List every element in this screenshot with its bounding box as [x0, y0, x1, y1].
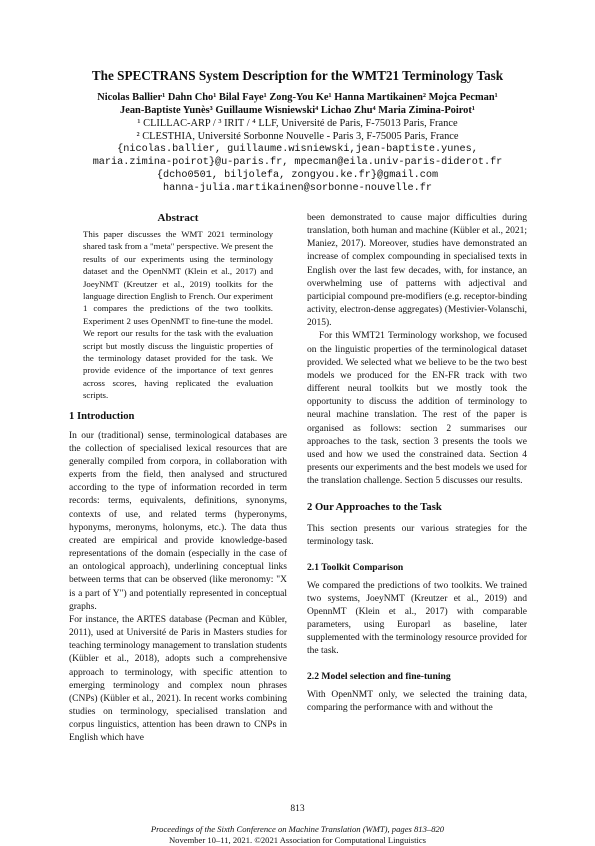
- footer-date: November 10–11, 2021. ©2021 Association for Computational Linguistics: [168, 835, 427, 845]
- section-2-text: This section presents our various strategies for the terminology task.: [307, 524, 527, 548]
- email-line-4: hanna-julia.martikainen@sorbonne-nouvelle.fr: [163, 183, 432, 194]
- abstract-text: This paper discusses the WMT 2021 terminology shared task from a "meta" perspective. We present the results of our experiments using the terminology dataset and the OpenNMT (Klein et al., 2017) and JoeyNMT (Kreutzer et al., 2019) toolkits for the language direction English to French. Our experiment 1 compares the predictions of the two toolkits. Experiment 2 uses OpenNMT to fine-tune the model. We report our results for the task with the evaluation script but mostly discuss the linguistic properties of the terminology dataset provided for the task. We provide evidence of the importance of text genres across scores, having replicated the evaluation scripts.: [83, 229, 273, 401]
- section-2-heading: 2 Our Approaches to the Task: [307, 502, 442, 514]
- section-2-1-heading: 2.1 Toolkit Comparison: [307, 561, 404, 573]
- section-2-2-text: With OpenNMT only, we selected the training data, comparing the performance with and without the: [307, 689, 527, 713]
- author-line-1: Nicolas Ballier¹ Dahn Cho¹ Bilal Faye¹ Zong-You Ke¹ Hanna Martikainen² Mojca Pecman¹: [97, 92, 498, 103]
- section-2-1-text: We compared the predictions of two toolkits. We trained two systems, JoeyNMT (Kreutzer et al., 2019) and OpennMT (Klein et al., 2017) with comparable parameters, using Europarl as baseline, later supplemented with the terminology resource provided for the task.: [307, 580, 527, 657]
- author-line-2: Jean-Baptiste Yunès³ Guillaume Wisniewski⁴ Lichao Zhu⁴ Maria Zimina-Poirot¹: [120, 105, 475, 116]
- footer-proceedings: Proceedings of the Sixth Conference on Machine Translation (WMT), pages 813–820: [150, 824, 445, 834]
- intro-paragraph-2: For instance, the ARTES database (Pecman and Kübler, 2011), used at Université de Paris in Masters studies for teaching terminology management to translation students (Kübler et al., 2018), adopts such a comprehensive approach to terminology, with specific attention to emerging terminology and complex noun phrases (CNPs) (Kübler et al., 2021). In recent works combining studies on terminology, specialised translation and corpus linguistics, attention has been drawn to CNPs in English which have: [69, 614, 287, 744]
- left-column: [69, 212, 287, 745]
- section-1-heading: 1 Introduction: [69, 410, 135, 422]
- paper-title: The SPECTRANS System Description for the WMT21 Terminology Task: [91, 68, 504, 83]
- affiliation-2: ² CLESTHIA, Université Sorbonne Nouvelle - Paris 3, F-75005 Paris, France: [136, 131, 459, 142]
- author-block: [30, 91, 565, 195]
- right-column: [307, 212, 527, 715]
- affiliation-1: ¹ CLILLAC-ARP / ³ IRIT / ⁴ LLF, Université de Paris, F-75013 Paris, France: [137, 118, 458, 129]
- email-line-3: {dcho0501, biljolefa, zongyou.ke.fr}@gmail.com: [156, 170, 439, 181]
- footer: [60, 824, 535, 846]
- intro-paragraph-1: In our (traditional) sense, terminological databases are the collection of specialised lexical resources that are generally compiled from corpora, in collaboration with experts from the field, then analysed and structured according to the type of information recorded in term records: terms, equivalents, definitions, synonyms, contexts of use, and related terms (hyperonyms, hyponyms, meronyms, holonyms, etc.). The data thus created are empirical and provide knowledge-based representations of the domain (especially in the case of an ontological approach), underlining conceptual links between terms that can be observed (like meronomy: "X is a part of Y") and potentially represented in conceptual graphs.: [69, 430, 287, 612]
- right-paragraph-2: For this WMT21 Terminology workshop, we focused on the linguistic properties of the terminological dataset provided. We selected what we believe to be the two best models we produced for the EN-FR track with two different neural toolkits but we mostly took the opportunity to discuss the addition of terminology to neural machine translation. The rest of the paper is organised as follows: section 2 summarises our approaches to the task, section 3 presents the tools we used and how we used the constrained data. Section 4 presents our experiments and the best models we used for the translation challenge. Section 5 discusses our results.: [307, 331, 527, 487]
- email-line-2: maria.zimina-poirot}@u-paris.fr, mpecman@eila.univ-paris-diderot.fr: [92, 157, 503, 168]
- section-2-2-heading: 2.2 Model selection and fine-tuning: [307, 670, 451, 682]
- right-paragraph-1: been demonstrated to cause major difficulties during translation, both human and machine (Kübler et al., 2021; Maniez, 2017). Moreover, studies have demonstrated an increase of complex compounding in specialised texts in English over the last few decades, with, for instance, an overwhelming use of patterns with adjectival and participial compound pre-modifiers (e.g. receptor-binding activity, electron-dense aggregates) (Mestivier-Volanschi, 2015).: [307, 213, 527, 329]
- page-number: 813: [290, 804, 305, 814]
- abstract-heading: Abstract: [157, 212, 199, 224]
- email-line-1: {nicolas.ballier, guillaume.wisniewski,jean-baptiste.yunes,: [117, 144, 478, 155]
